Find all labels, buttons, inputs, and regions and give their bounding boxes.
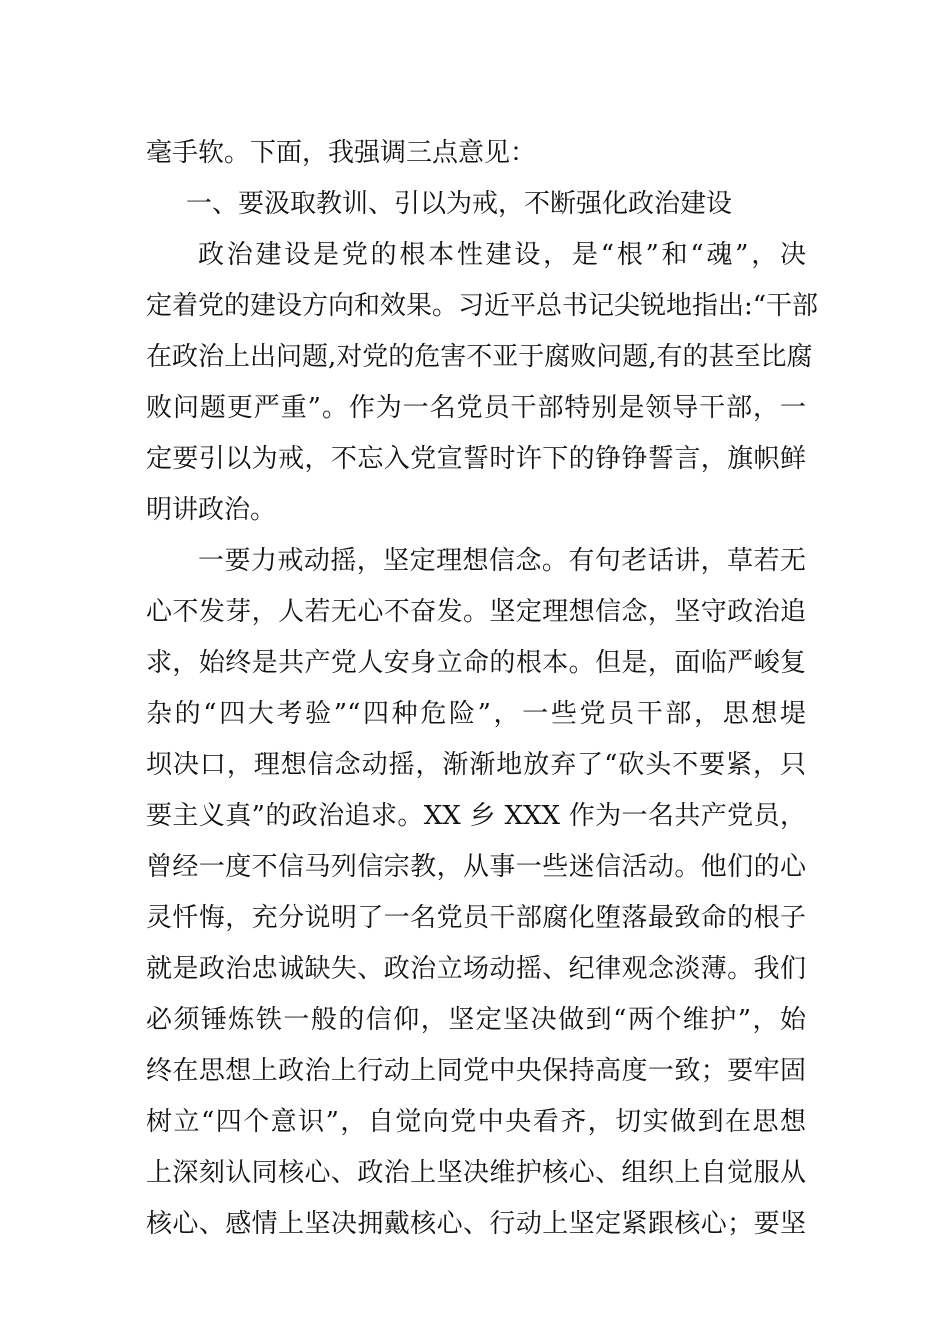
- text-line: 曾经一度不信马列信宗教，从事一些迷信活动。他们的心: [146, 852, 806, 882]
- text-line: 政治建设是党的根本性建设，是“根”和“魂”，决: [198, 240, 806, 270]
- text-line: 求，始终是共产党人安身立命的根本。但是，面临严峻复: [146, 648, 806, 678]
- text-line: 一要力戒动摇，坚定理想信念。有句老话讲，草若无: [198, 546, 806, 576]
- text-line: 核心、感情上坚决拥戴核心、行动上坚定紧跟核心；要坚: [146, 1209, 806, 1239]
- text-line: 终在思想上政治上行动上同党中央保持高度一致；要牢固: [146, 1056, 806, 1086]
- text-line: 杂的“四大考验”“四种危险”，一些党员干部，思想堤: [146, 699, 806, 729]
- text-line: 定要引以为戒，不忘入党宣誓时许下的铮铮誓言，旗帜鲜: [146, 444, 806, 474]
- text-line: 明讲政治。: [146, 495, 277, 525]
- text-line: 心不发芽，人若无心不奋发。坚定理想信念，坚守政治追: [146, 597, 806, 627]
- text-line: 在政治上出问题,对党的危害不亚于腐败问题,有的甚至比腐: [146, 342, 813, 372]
- text-line: 灵忏悔，充分说明了一名党员干部腐化堕落最致命的根子: [146, 903, 806, 933]
- text-line: 必须锤炼铁一般的信仰，坚定坚决做到“两个维护”，始: [146, 1005, 806, 1035]
- text-line: 上深刻认同核心、政治上坚决维护核心、组织上自觉服从: [146, 1158, 806, 1188]
- text-line: 树立“四个意识”，自觉向党中央看齐，切实做到在思想: [146, 1107, 806, 1137]
- section-heading: 一、要汲取教训、引以为戒，不断强化政治建设: [186, 189, 733, 219]
- text-line: 坝决口，理想信念动摇，渐渐地放弃了“砍头不要紧，只: [146, 750, 806, 780]
- text-line: 就是政治忠诚缺失、政治立场动摇、纪律观念淡薄。我们: [146, 954, 806, 984]
- text-line: 毫手软。下面，我强调三点意见：: [146, 138, 537, 168]
- text-line: 败问题更严重”。作为一名党员干部特别是领导干部，一: [146, 393, 806, 423]
- text-line: 定着党的建设方向和效果。习近平总书记尖锐地指出:“干部: [146, 291, 819, 321]
- text-line: 要主义真”的政治追求。XX 乡 XXX 作为一名共产党员，: [146, 801, 806, 831]
- document-body: [146, 128, 819, 1250]
